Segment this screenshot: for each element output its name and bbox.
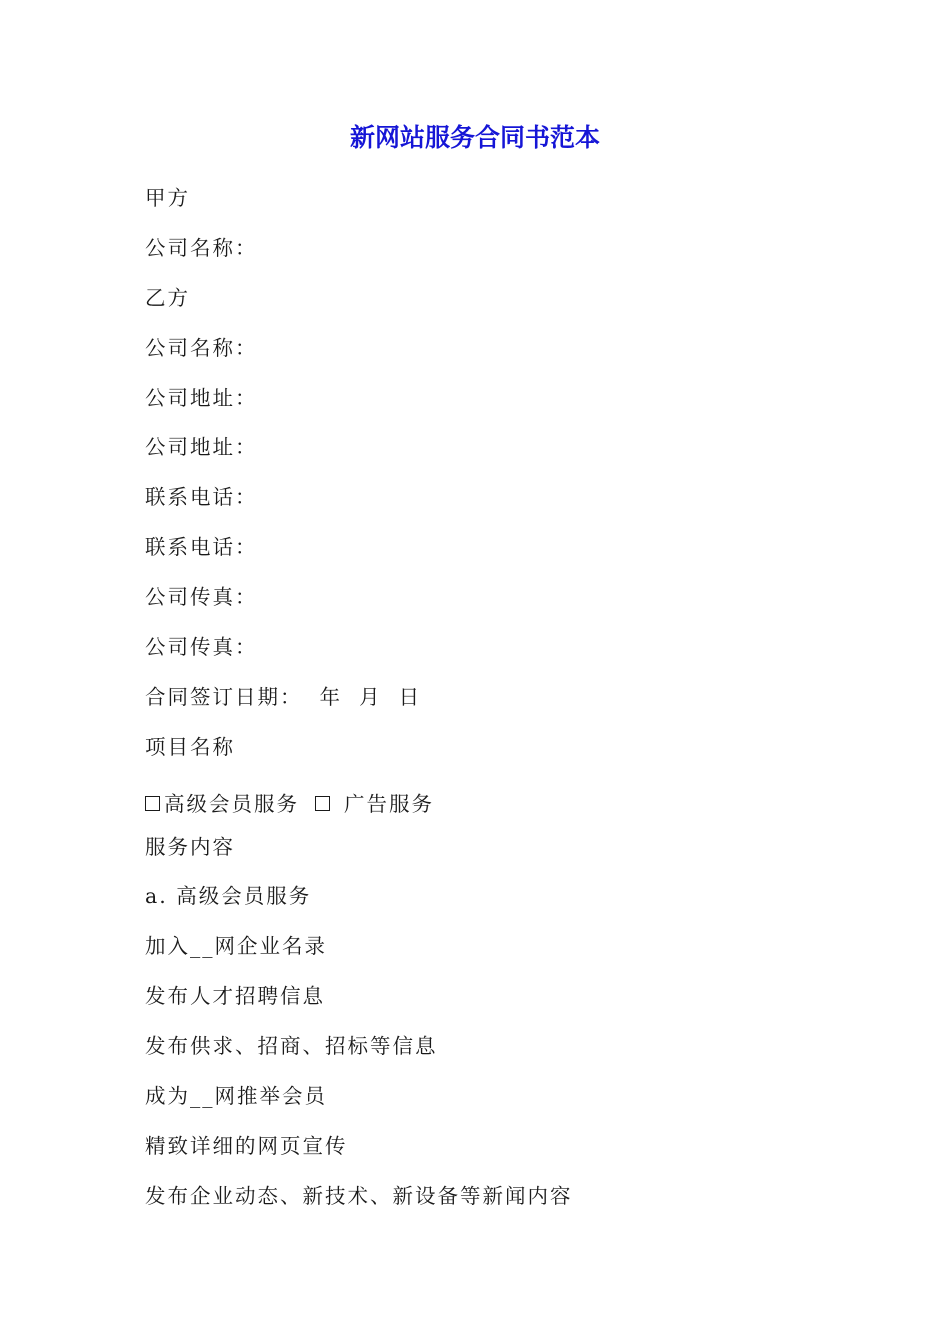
contact-phone-2: 联系电话： <box>145 535 258 560</box>
company-address-1: 公司地址： <box>145 385 258 410</box>
option-advertising-label: 广告服务 <box>344 791 434 816</box>
contact-phone-1: 联系电话： <box>145 485 258 510</box>
service-item: 精致详细的网页宣传 <box>145 1133 348 1158</box>
contract-sign-date: 合同签订日期： 年 月 日 <box>145 684 422 709</box>
service-item: 发布供求、招商、招标等信息 <box>145 1034 438 1059</box>
party-b-company-name: 公司名称： <box>145 335 258 360</box>
document-body <box>145 180 845 1228</box>
option-premium-membership-label: 高级会员服务 <box>164 791 299 816</box>
service-item: 发布企业动态、新技术、新设备等新闻内容 <box>145 1183 573 1208</box>
party-a-company-name: 公司名称： <box>145 235 258 260</box>
document-title: 新网站服务合同书范本 <box>349 123 600 152</box>
project-options <box>145 779 845 829</box>
checkbox-premium-membership[interactable] <box>145 796 160 811</box>
service-content-heading: 服务内容 <box>145 834 235 859</box>
service-item-a-heading: a. 高级会员服务 <box>145 884 312 909</box>
service-item: 成为__网推举会员 <box>145 1084 327 1109</box>
service-item: 加入__网企业名录 <box>145 934 327 959</box>
checkbox-advertising[interactable] <box>315 796 330 811</box>
party-a-heading: 甲方 <box>145 186 190 210</box>
service-item: 发布人才招聘信息 <box>145 984 325 1009</box>
company-address-2: 公司地址： <box>145 435 258 460</box>
company-fax-1: 公司传真： <box>145 585 258 610</box>
company-fax-2: 公司传真： <box>145 635 258 660</box>
project-name-heading: 项目名称 <box>145 734 235 759</box>
party-b-heading: 乙方 <box>145 285 190 310</box>
